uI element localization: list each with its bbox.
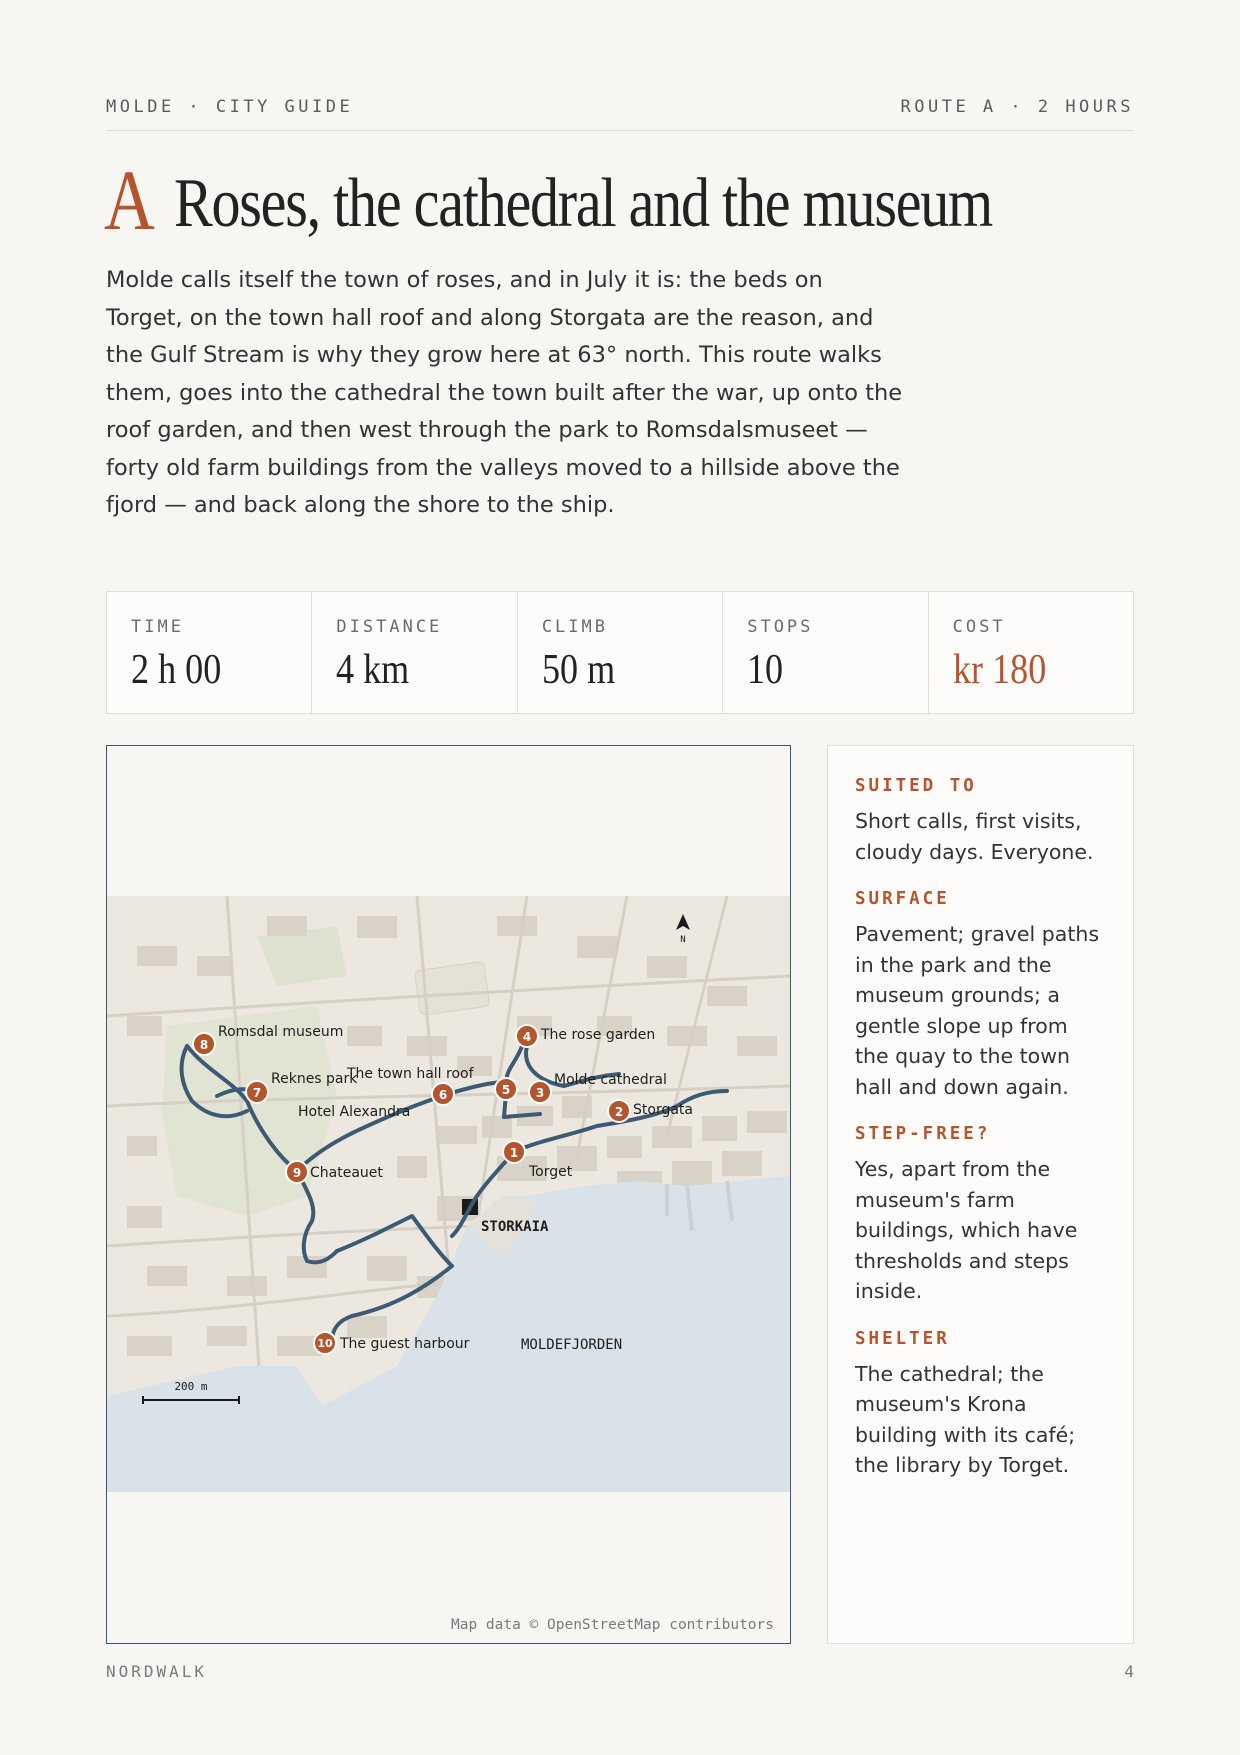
svg-text:5: 5 bbox=[501, 1083, 511, 1097]
intro-paragraph: Molde calls itself the town of roses, and in July it is: the beds on Torget, on the town hall roof and along Storgata are the reason, and the Gulf Stream is why they grow here at 63° north. This route walks them, goes into the cathedral the town built after the war, up onto the roof garden, and then west through the park to Romsdalsmuseet — forty old farm buildings from the valleys moved to a hillside above the fjord — and back along the shore to the ship. bbox=[106, 267, 903, 518]
stat-value: 10 bbox=[747, 647, 784, 693]
stat-label: TIME bbox=[131, 617, 184, 637]
stat-value: kr 180 bbox=[952, 647, 1046, 693]
svg-text:9: 9 bbox=[292, 1166, 302, 1180]
header-guide-label: MOLDE · CITY GUIDE bbox=[106, 97, 354, 117]
surface-section bbox=[855, 889, 1107, 1102]
section-heading: SUITED TO bbox=[855, 776, 977, 796]
stat-distance bbox=[312, 592, 517, 713]
label-storgata: Storgata bbox=[633, 1102, 693, 1118]
svg-text:7: 7 bbox=[252, 1086, 262, 1100]
stop-marker-1 bbox=[503, 1141, 525, 1163]
stop-marker-8 bbox=[193, 1033, 215, 1055]
section-body: The cathedral; the museum's Krona building with its café; the library by Torget. bbox=[855, 1361, 1076, 1477]
svg-text:4: 4 bbox=[522, 1030, 532, 1044]
map-canvas[interactable] bbox=[107, 896, 790, 1492]
route-title: Roses, the cathedral and the museum bbox=[174, 165, 993, 242]
label-torget: Torget bbox=[529, 1164, 573, 1180]
svg-text:10: 10 bbox=[317, 1337, 333, 1350]
suited-to-section bbox=[855, 776, 1107, 867]
label-guest-harbour: The guest harbour bbox=[340, 1336, 470, 1352]
stop-marker-10 bbox=[314, 1332, 336, 1354]
label-town-hall-roof: The town hall roof bbox=[347, 1066, 474, 1082]
stat-time bbox=[107, 592, 312, 713]
label-reknes-park: Reknes park bbox=[271, 1071, 358, 1087]
stat-label: DISTANCE bbox=[336, 617, 443, 637]
stat-value: 50 m bbox=[541, 647, 616, 693]
label-hotel-alexandra: Hotel Alexandra bbox=[298, 1104, 411, 1120]
section-body: Pavement; gravel paths in the park and the museum grounds; a gentle slope up from the quay to the town hall and down again. bbox=[855, 922, 1100, 1099]
page-header bbox=[106, 94, 1134, 131]
route-info-sidebar bbox=[827, 745, 1134, 1644]
stop-marker-3 bbox=[529, 1081, 551, 1103]
page-title bbox=[104, 150, 1134, 250]
section-body: Short calls, first visits, cloudy days. Everyone. bbox=[855, 809, 1094, 864]
stat-label: COST bbox=[952, 617, 1006, 637]
section-heading: SURFACE bbox=[855, 889, 950, 909]
label-chateauet: Chateauet bbox=[310, 1165, 383, 1181]
section-heading: SHELTER bbox=[855, 1328, 950, 1349]
stop-marker-2 bbox=[608, 1100, 630, 1122]
map-attribution: Map data © OpenStreetMap contributors bbox=[450, 1617, 774, 1633]
scale-label: 200 m bbox=[174, 1380, 208, 1393]
stat-value: 4 km bbox=[336, 647, 410, 693]
label-storkaia: STORKAIA bbox=[481, 1219, 549, 1235]
label-molde-cathedral: Molde cathedral bbox=[554, 1072, 667, 1088]
section-body: Yes, apart from the museum's farm buildings, which have thresholds and steps inside. bbox=[855, 1157, 1078, 1303]
route-map[interactable] bbox=[106, 745, 791, 1644]
svg-text:8: 8 bbox=[199, 1038, 209, 1052]
stat-climb bbox=[518, 592, 723, 713]
svg-text:2: 2 bbox=[614, 1105, 624, 1119]
page-number: 4 bbox=[1124, 1662, 1134, 1681]
header-route-label: ROUTE A · 2 HOURS bbox=[900, 97, 1134, 117]
stat-value: 2 h 00 bbox=[131, 647, 222, 693]
svg-text:1: 1 bbox=[509, 1146, 519, 1160]
stats-bar bbox=[106, 591, 1134, 714]
stat-stops bbox=[723, 592, 928, 713]
footer-brand: NORDWALK bbox=[106, 1662, 208, 1681]
stat-label: CLIMB bbox=[541, 617, 608, 637]
label-rose-garden: The rose garden bbox=[541, 1027, 656, 1043]
stop-marker-7 bbox=[246, 1081, 268, 1103]
stop-marker-5 bbox=[495, 1078, 517, 1100]
stop-marker-6 bbox=[432, 1083, 454, 1105]
label-moldefjorden: MOLDEFJORDEN bbox=[521, 1337, 623, 1353]
stat-label: STOPS bbox=[747, 617, 814, 637]
stop-marker-4 bbox=[516, 1025, 538, 1047]
label-romsdal-museum: Romsdal museum bbox=[218, 1024, 344, 1040]
shelter-section bbox=[855, 1329, 1107, 1481]
route-letter: A bbox=[104, 152, 155, 248]
stat-cost bbox=[929, 592, 1133, 713]
svg-text:N: N bbox=[680, 935, 686, 945]
step-free-section bbox=[855, 1124, 1107, 1307]
section-heading: STEP-FREE? bbox=[855, 1124, 991, 1144]
stop-marker-9 bbox=[286, 1161, 308, 1183]
svg-text:3: 3 bbox=[535, 1086, 545, 1100]
svg-text:6: 6 bbox=[438, 1088, 448, 1102]
